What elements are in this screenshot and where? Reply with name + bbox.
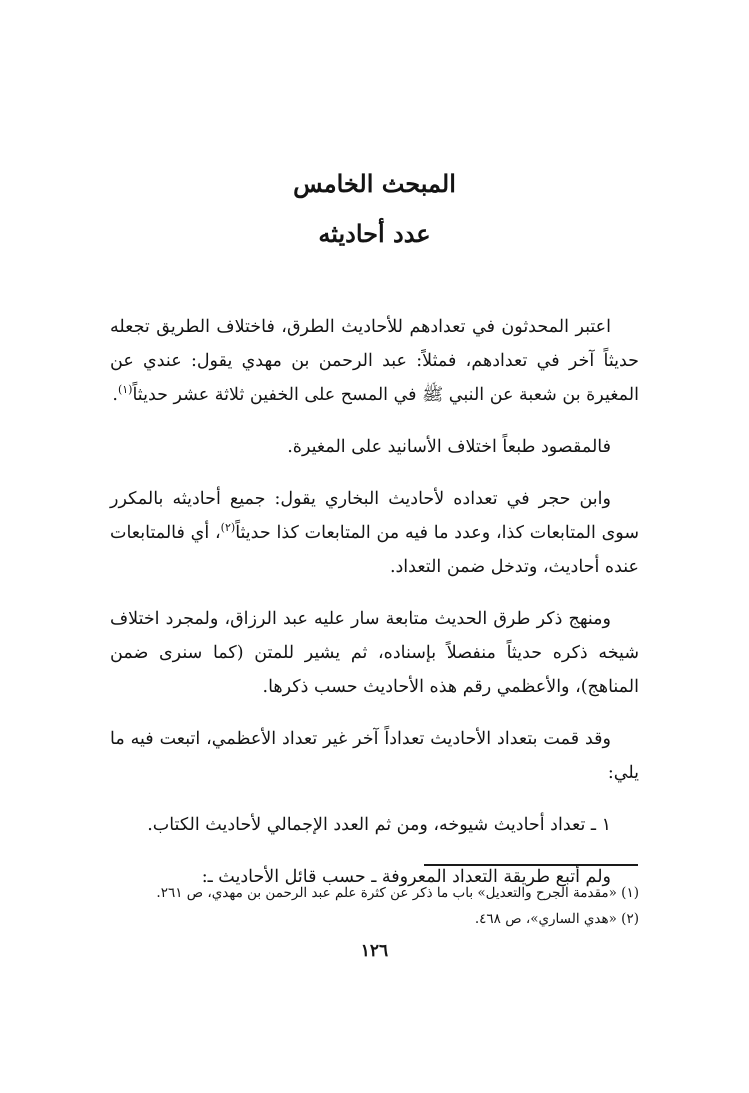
footnote-1: (١) «مقدمة الجرح والتعديل» باب ما ذكر عن كثرة علم عبد الرحمن بن مهدي، ص ٢٦١. [156, 885, 639, 901]
footnote-2: (٢) «هدي الساري»، ص ٤٦٨. [474, 911, 639, 927]
section-subtitle: عدد أحاديثه [318, 219, 431, 248]
body-text [110, 310, 639, 912]
paragraph-3: وابن حجر في تعداده لأحاديث البخاري يقول: جميع أحاديثه بالمكرر سوى المتابعات كذا، وعدد ما فيه من المتابعات كذا حديثاً$^{(٢)}$، أي فالمتابعات عنده أحاديث، وتدخل ضمن التعداد. [110, 489, 639, 577]
footnote-ref-1: (١) [117, 383, 133, 397]
page-number: ١٢٦ [360, 941, 389, 961]
footnotes [110, 880, 639, 932]
paragraph-4: ومنهج ذكر طرق الحديث متابعة سار عليه عبد الرزاق، ولمجرد اختلاف شيخه ذكره حديثاً منفصلاً بإسناده، ثم يشير للمتن (كما سنرى ضمن المناهج)، والأعظمي رقم هذه الأحاديث حسب ذكرها. [110, 609, 639, 697]
closing-paragraph: ولم أتبع طريقة التعداد المعروفة ـ حسب قائل الأحاديث ـ: [201, 867, 611, 887]
list-item: ١ ـ تعداد أحاديث شيوخه، ومن ثم العدد الإجمالي لأحاديث الكتاب. [147, 815, 611, 835]
footnote-ref-2: (٢) [220, 521, 236, 535]
paragraph-5: وقد قمت بتعداد الأحاديث تعداداً آخر غير تعداد الأعظمي، اتبعت فيه ما يلي: [110, 729, 639, 783]
paragraph-1: اعتبر المحدثون في تعدادهم للأحاديث الطرق، فاختلاف الطريق تجعله حديثاً آخر في تعدادهم، فمثلاً: عبد الرحمن بن مهدي يقول: عندي عن المغيرة بن شعبة عن النبي ﷺ في المسح على الخفين ثلاثة عشر حديثاً$^{(١)}$. [110, 317, 639, 405]
paragraph-2: فالمقصود طبعاً اختلاف الأسانيد على المغيرة. [287, 437, 611, 457]
footnote-divider [424, 864, 638, 866]
section-title: المبحث الخامس [293, 169, 456, 198]
